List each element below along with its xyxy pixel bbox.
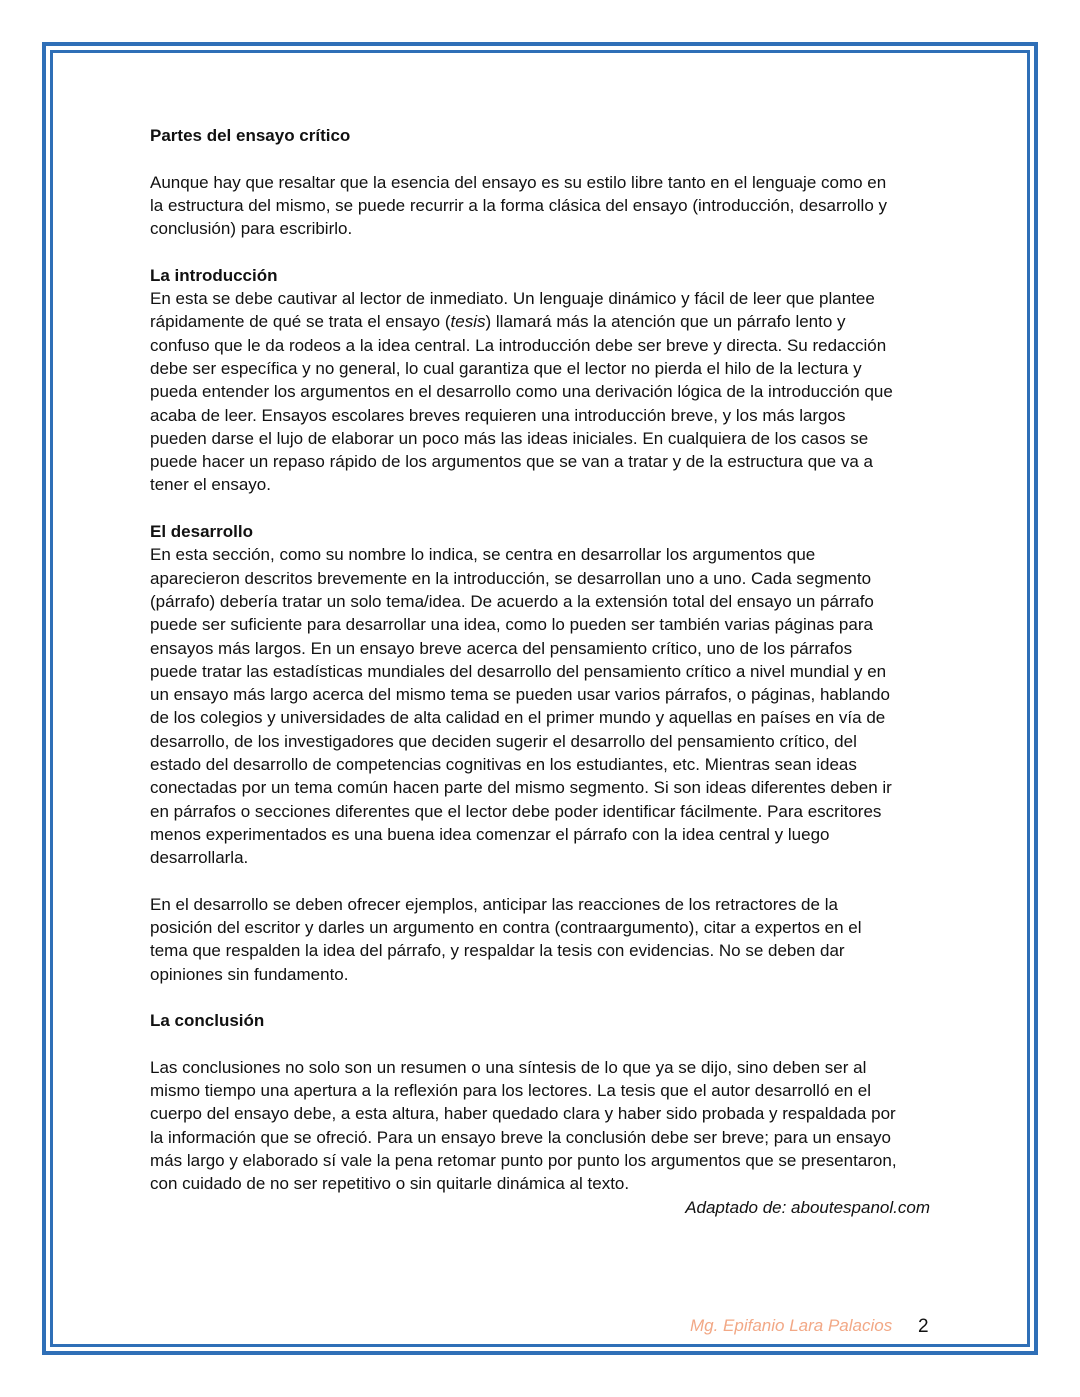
- text-line: conectadas por un tema común hacen parte del mismo segmento. Si son ideas diferentes deben ir: [150, 778, 892, 798]
- text-line: debe ser específica y no general, lo cual garantiza que el lector no pierda el hilo de la lectura y: [150, 358, 862, 378]
- heading-partes: Partes del ensayo crítico: [150, 126, 351, 145]
- footer-author: Mg. Epifanio Lara Palacios: [690, 1316, 893, 1335]
- text-line: conclusión) para escribirlo.: [150, 219, 353, 239]
- text-line: estado del desarrollo de competencias cognitivas en los estudiantes, etc. Mientras sean ideas: [150, 755, 857, 775]
- text-line: En el desarrollo se deben ofrecer ejemplos, anticipar las reacciones de los retractores de la: [150, 894, 838, 914]
- text-line: un ensayo más largo acerca del mismo tema se pueden usar varios párrafos, o páginas, hablando: [150, 685, 890, 705]
- intro-paragraph: [150, 171, 940, 241]
- text-line: aparecieron descritos brevemente en la introducción, se desarrollan uno a uno. Cada segmento: [150, 568, 872, 588]
- text-line: pueda entender los argumentos en el desarrollo como una derivación lógica de la introducción que: [150, 382, 893, 402]
- text-line: más largo y elaborado sí vale la pena retomar punto por punto los argumentos que se presentaron,: [150, 1151, 897, 1171]
- text-line: ensayos más largos. En un ensayo breve acerca del pensamiento crítico, uno de los párrafos: [150, 638, 853, 658]
- text-line: desarrollarla.: [150, 848, 249, 868]
- text-line: cuerpo del ensayo debe, a esta altura, haber quedado clara y haber sido probada y respaldada por: [150, 1104, 896, 1124]
- text-line: Las conclusiones no solo son un resumen o una síntesis de lo que ya se dijo, sino deben ser al: [150, 1057, 867, 1077]
- text-line: confuso que le da rodeos a la idea central. La introducción debe ser breve y directa. Su redacción: [150, 335, 887, 355]
- text-line: tener el ensayo.: [150, 475, 271, 495]
- introduccion-paragraph: [150, 287, 940, 497]
- desarrollo-paragraph: [150, 543, 940, 869]
- conclusion-paragraph: [150, 1056, 940, 1196]
- text-line: Aunque hay que resaltar que la esencia del ensayo es su estilo libre tanto en el lenguaje como en: [150, 172, 887, 192]
- heading-conclusion: La conclusión: [150, 1011, 265, 1031]
- text-line: la estructura del mismo, se puede recurrir a la forma clásica del ensayo (introducción, desarrollo y: [150, 195, 887, 215]
- text-line: puede ser suficiente para desarrollar una idea, como lo pueden ser también varias páginas para: [150, 615, 873, 635]
- text-line: acaba de leer. Ensayos escolares breves requieren una introducción breve, y los más largos: [150, 405, 846, 425]
- text-line: mismo tiempo una apertura a la reflexión para los lectores. La tesis que el autor desarrolló en el: [150, 1081, 871, 1101]
- text-segment: rápidamente de qué se trata el ensayo (: [150, 312, 451, 332]
- text-line: desarrollo, de los investigadores que deciden sugerir el desarrollo del pensamiento crítico, del: [150, 731, 857, 751]
- text-line: En esta sección, como su nombre lo indica, se centra en desarrollar los argumentos que: [150, 545, 816, 565]
- text-line: pueden darse el lujo de elaborar un poco más las ideas iniciales. En cualquiera de los casos se: [150, 428, 869, 448]
- text-line: menos experimentados es una buena idea comenzar el párrafo con la idea central y luego: [150, 824, 830, 844]
- text-line: [150, 310, 940, 333]
- text-line: opiniones sin fundamento.: [150, 964, 349, 984]
- document-body: [150, 124, 940, 1196]
- text-line: en párrafos o secciones diferentes que el lector debe poder identificar fácilmente. Para escritores: [150, 801, 882, 821]
- desarrollo-paragraph-2: [150, 893, 940, 986]
- text-line: En esta se debe cautivar al lector de inmediato. Un lenguaje dinámico y fácil de leer que plantee: [150, 289, 875, 309]
- text-line: puede tratar las estadísticas mundiales del desarrollo del pensamiento crítico a nivel mundial y en: [150, 661, 887, 681]
- text-line: posición del escritor y darles un argumento en contra (contraargumento), citar a expertos en el: [150, 918, 862, 938]
- page-number: 2: [918, 1316, 929, 1337]
- text-line: puede hacer un repaso rápido de los argumentos que se van a tratar y de la estructura que va a: [150, 452, 873, 472]
- heading-introduccion: La introducción: [150, 265, 278, 285]
- emphasis-tesis: tesis: [450, 312, 486, 332]
- source-attribution: Adaptado de: aboutespanol.com: [685, 1198, 930, 1217]
- text-segment: ) llamará más la atención que un párrafo lento y: [485, 312, 846, 332]
- text-line: con cuidado de no ser repetitivo o sin quitarle dinámica al texto.: [150, 1174, 630, 1194]
- heading-desarrollo: El desarrollo: [150, 522, 253, 542]
- text-line: tema que respalden la idea del párrafo, y respaldar la tesis con evidencias. No se deben dar: [150, 941, 845, 961]
- text-line: la información que se ofreció. Para un ensayo breve la conclusión debe ser breve; para un ensayo: [150, 1127, 891, 1147]
- text-line: (párrafo) debería tratar un solo tema/idea. De acuerdo a la extensión total del ensayo un párrafo: [150, 591, 874, 611]
- text-line: de los colegios y universidades de alta calidad en el primer mundo y aquellas en países en vía de: [150, 708, 886, 728]
